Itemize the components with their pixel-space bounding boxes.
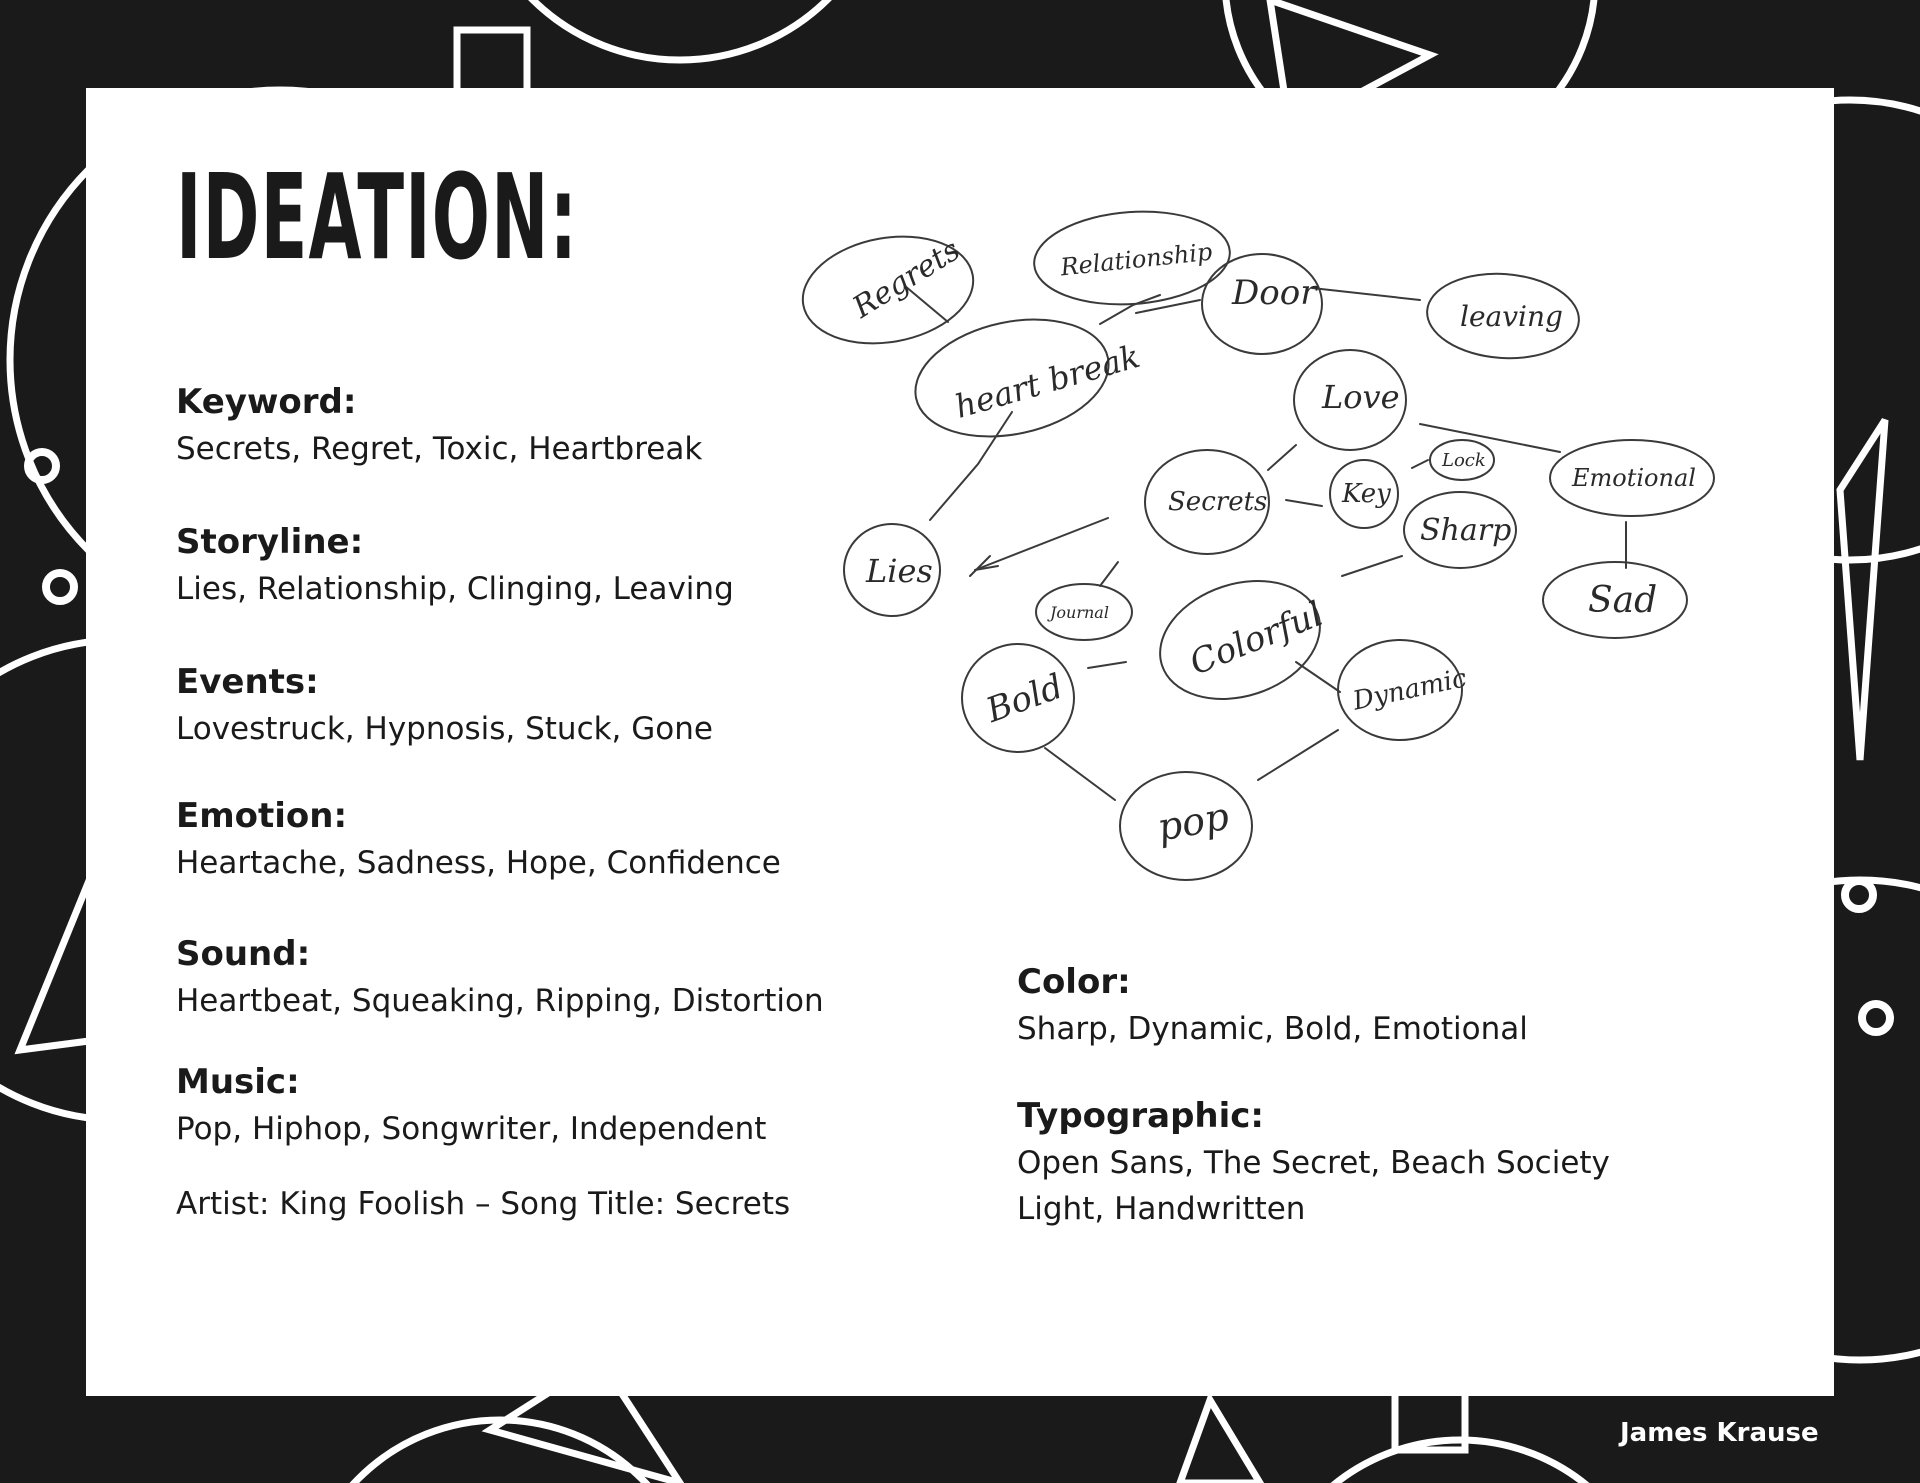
section-heading: Music: bbox=[176, 1062, 300, 1102]
bg-triangle bbox=[1840, 420, 1885, 760]
node-lies: Lies bbox=[866, 552, 933, 590]
section-storyline bbox=[176, 518, 734, 612]
connector bbox=[975, 518, 1108, 570]
section-color bbox=[1017, 958, 1528, 1052]
connector bbox=[1312, 288, 1420, 300]
connector bbox=[1342, 556, 1402, 576]
node-journal: Journal bbox=[1050, 603, 1109, 622]
node-relationship: Relationship bbox=[1059, 237, 1214, 282]
node-bold: Bold bbox=[981, 666, 1069, 731]
node-colorful: Colorful bbox=[1184, 594, 1329, 684]
bg-ring bbox=[1862, 1004, 1890, 1032]
node-pop: pop bbox=[1154, 793, 1233, 850]
section-heading: Typographic: bbox=[1017, 1096, 1265, 1136]
mind-map-sketch bbox=[754, 114, 1734, 914]
node-key: Key bbox=[1342, 479, 1391, 509]
section-text: Sharp, Dynamic, Bold, Emotional bbox=[1017, 1011, 1528, 1047]
section-heading: Sound: bbox=[176, 934, 311, 974]
author-name: James Krause bbox=[1620, 1418, 1819, 1448]
section-heading: Events: bbox=[176, 662, 319, 702]
connector bbox=[1088, 662, 1126, 668]
page-title: IDEATION: bbox=[176, 148, 579, 286]
node-sad: Sad bbox=[1588, 580, 1658, 621]
section-keyword bbox=[176, 378, 702, 472]
section-text: Light, Handwritten bbox=[1017, 1191, 1306, 1227]
connector bbox=[1258, 730, 1338, 780]
bg-circle bbox=[470, 0, 890, 60]
bg-circle bbox=[1260, 1440, 1660, 1483]
artist-line: Artist: King Foolish – Song Title: Secrets bbox=[176, 1186, 791, 1222]
connector bbox=[1100, 562, 1118, 586]
bg-triangle bbox=[1180, 1400, 1260, 1483]
node-heartbreak: heart break bbox=[950, 336, 1144, 426]
section-text: Heartache, Sadness, Hope, Confidence bbox=[176, 845, 781, 881]
section-sound bbox=[176, 930, 824, 1024]
section-text: Secrets, Regret, Toxic, Heartbreak bbox=[176, 431, 703, 467]
connector bbox=[1286, 500, 1322, 506]
bg-ring bbox=[46, 573, 74, 601]
connector bbox=[1420, 424, 1560, 452]
section-emotion bbox=[176, 792, 781, 886]
section-text: Open Sans, The Secret, Beach Society bbox=[1017, 1145, 1610, 1181]
node-leaving: leaving bbox=[1460, 300, 1563, 333]
section-heading: Color: bbox=[1017, 962, 1131, 1002]
connector bbox=[1045, 748, 1115, 800]
section-heading: Keyword: bbox=[176, 382, 357, 422]
node-sharp: Sharp bbox=[1420, 513, 1512, 548]
section-text: Lies, Relationship, Clinging, Leaving bbox=[176, 571, 734, 607]
connector bbox=[1268, 445, 1296, 470]
section-heading: Emotion: bbox=[176, 796, 348, 836]
section-events bbox=[176, 658, 713, 752]
section-text: Pop, Hiphop, Songwriter, Independent bbox=[176, 1111, 767, 1147]
node-regrets: Regrets bbox=[846, 232, 967, 326]
node-emotional: Emotional bbox=[1572, 464, 1696, 492]
section-typographic bbox=[1017, 1092, 1610, 1232]
node-lock: Lock bbox=[1442, 450, 1486, 471]
node-love: Love bbox=[1322, 378, 1400, 416]
bg-ring bbox=[1845, 881, 1873, 909]
section-heading: Storyline: bbox=[176, 522, 364, 562]
node-door: Door bbox=[1232, 273, 1317, 313]
section-music bbox=[176, 1058, 766, 1152]
section-text: Heartbeat, Squeaking, Ripping, Distortion bbox=[176, 983, 824, 1019]
connector bbox=[1412, 460, 1428, 468]
section-text: Lovestruck, Hypnosis, Stuck, Gone bbox=[176, 711, 713, 747]
node-secrets: Secrets bbox=[1168, 487, 1268, 517]
node-dynamic: Dynamic bbox=[1350, 663, 1470, 717]
